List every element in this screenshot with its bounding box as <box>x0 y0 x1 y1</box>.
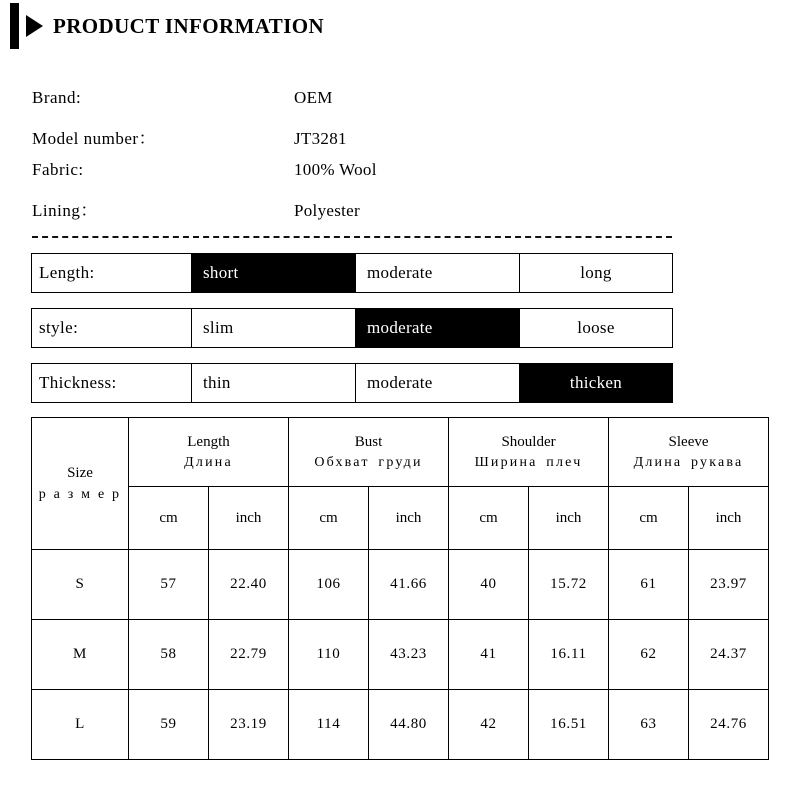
cell-length-inch: 22.40 <box>209 550 289 620</box>
unit-length-cm: cm <box>129 487 209 550</box>
unit-bust-cm: cm <box>289 487 369 550</box>
cell-sleeve-inch: 23.97 <box>689 550 769 620</box>
table-row <box>32 550 769 620</box>
cell-length-cm: 59 <box>129 690 209 760</box>
cell-shoulder-inch: 16.11 <box>529 620 609 690</box>
header-group-sleeve-ru: Длина рукава <box>633 454 744 470</box>
option-style-slim[interactable]: slim <box>191 309 355 347</box>
cell-sleeve-inch: 24.37 <box>689 620 769 690</box>
cell-sleeve-cm: 61 <box>609 550 689 620</box>
option-length-moderate[interactable]: moderate <box>355 254 519 292</box>
cell-bust-cm: 106 <box>289 550 369 620</box>
header-accent-bar <box>10 3 19 49</box>
header-size <box>32 418 129 550</box>
cell-shoulder-inch: 15.72 <box>529 550 609 620</box>
spec-label-fabric: Fabric: <box>32 160 84 179</box>
option-thickness-moderate[interactable]: moderate <box>355 364 519 402</box>
page-title: PRODUCT INFORMATION <box>53 13 325 38</box>
spec-row-lining <box>32 196 672 232</box>
cell-length-inch: 23.19 <box>209 690 289 760</box>
row-size-label: M <box>32 620 129 690</box>
spec-row-model-number <box>32 124 672 160</box>
unit-bust-inch: inch <box>369 487 449 550</box>
cell-sleeve-inch: 24.76 <box>689 690 769 760</box>
header-group-sleeve-en: Sleeve <box>668 433 709 450</box>
header-group-sleeve <box>609 418 769 487</box>
header-group-bust-ru: Обхват груди <box>314 454 423 470</box>
header-group-shoulder-ru: Ширина плеч <box>474 454 583 470</box>
spec-row-fabric <box>32 160 672 196</box>
cell-sleeve-cm: 63 <box>609 690 689 760</box>
option-length-long[interactable]: long <box>519 254 672 292</box>
option-row-length <box>31 253 673 293</box>
table-row <box>32 690 769 760</box>
option-thickness-thin[interactable]: thin <box>191 364 355 402</box>
option-row-style <box>31 308 673 348</box>
table-header-row-groups <box>32 418 769 487</box>
cell-length-cm: 57 <box>129 550 209 620</box>
option-style-moderate[interactable]: moderate <box>355 309 519 347</box>
cell-bust-inch: 44.80 <box>369 690 449 760</box>
header-size-ru: р а з м е р <box>38 487 122 503</box>
product-specs <box>32 88 672 232</box>
row-size-label: S <box>32 550 129 620</box>
cell-shoulder-cm: 41 <box>449 620 529 690</box>
option-label-style: style: <box>39 318 79 337</box>
option-style-loose[interactable]: loose <box>519 309 672 347</box>
cell-sleeve-cm: 62 <box>609 620 689 690</box>
option-length-short[interactable]: short <box>191 254 355 292</box>
spec-row-brand <box>32 88 672 124</box>
unit-sleeve-cm: cm <box>609 487 689 550</box>
header-group-bust-en: Bust <box>354 433 383 450</box>
cell-bust-inch: 43.23 <box>369 620 449 690</box>
header-group-length-en: Length <box>187 433 230 450</box>
unit-length-inch: inch <box>209 487 289 550</box>
cell-bust-cm: 110 <box>289 620 369 690</box>
row-size-label: L <box>32 690 129 760</box>
unit-sleeve-inch: inch <box>689 487 769 550</box>
page-header <box>0 0 800 52</box>
option-thickness-thicken[interactable]: thicken <box>519 364 672 402</box>
header-group-length <box>129 418 289 487</box>
option-row-thickness <box>31 363 673 403</box>
cell-shoulder-inch: 16.51 <box>529 690 609 760</box>
spec-value-brand: OEM <box>294 88 333 107</box>
spec-value-lining: Polyester <box>294 201 360 220</box>
header-group-length-ru: Длина <box>184 454 233 470</box>
cell-shoulder-cm: 42 <box>449 690 529 760</box>
header-size-en: Size <box>67 464 93 481</box>
cell-length-inch: 22.79 <box>209 620 289 690</box>
option-label-thickness: Thickness: <box>39 373 117 392</box>
unit-shoulder-inch: inch <box>529 487 609 550</box>
header-group-shoulder <box>449 418 609 487</box>
cell-length-cm: 58 <box>129 620 209 690</box>
spec-label-lining: Lining： <box>32 201 98 220</box>
option-groups <box>31 253 673 418</box>
spec-label-model-number: Model number： <box>32 129 157 148</box>
spec-value-fabric: 100% Wool <box>294 160 377 179</box>
table-header-row-units <box>32 487 769 550</box>
header-group-bust <box>289 418 449 487</box>
unit-shoulder-cm: cm <box>449 487 529 550</box>
cell-bust-inch: 41.66 <box>369 550 449 620</box>
option-label-length: Length: <box>39 263 95 282</box>
cell-shoulder-cm: 40 <box>449 550 529 620</box>
dashed-divider <box>32 236 672 238</box>
cell-bust-cm: 114 <box>289 690 369 760</box>
spec-label-brand: Brand: <box>32 88 82 107</box>
size-chart-table <box>31 417 769 760</box>
table-row <box>32 620 769 690</box>
play-triangle-icon <box>26 15 43 37</box>
header-group-shoulder-en: Shoulder <box>501 433 556 450</box>
spec-value-model-number: JT3281 <box>294 129 347 148</box>
